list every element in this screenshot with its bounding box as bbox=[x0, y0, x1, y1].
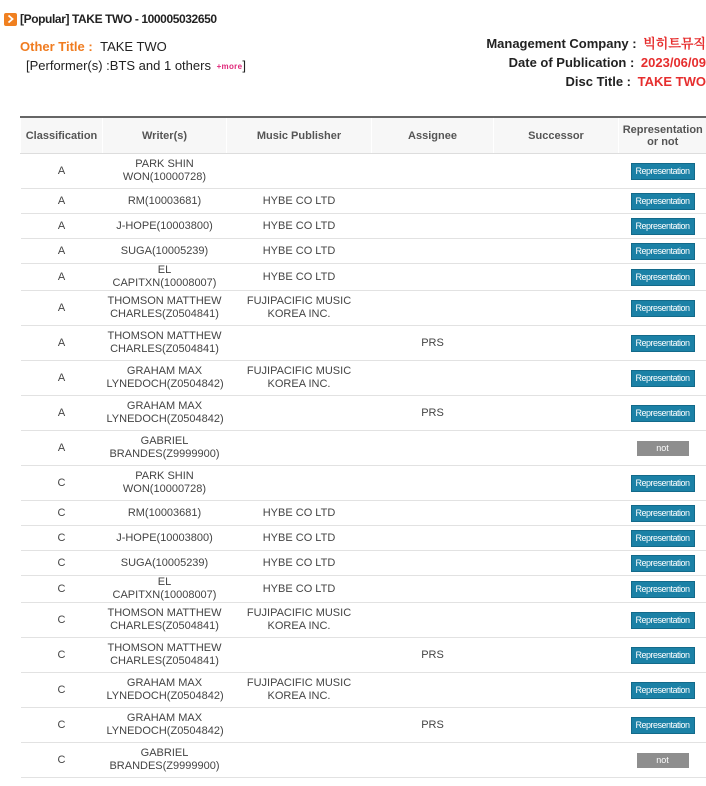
classification-cell: C bbox=[21, 603, 103, 638]
publisher-cell: HYBE CO LTD bbox=[227, 189, 372, 214]
col-successor: Successor bbox=[494, 117, 619, 154]
successor-cell bbox=[494, 396, 619, 431]
table-row bbox=[21, 189, 706, 214]
table-row bbox=[21, 239, 706, 264]
representation-button[interactable]: Representation bbox=[631, 300, 695, 317]
classification-cell: C bbox=[21, 673, 103, 708]
publisher-cell: HYBE CO LTD bbox=[227, 526, 372, 551]
table-row bbox=[21, 603, 706, 638]
publisher-cell bbox=[227, 466, 372, 501]
representation-button[interactable]: Representation bbox=[631, 269, 695, 286]
table-row bbox=[21, 431, 706, 466]
representation-cell bbox=[619, 154, 706, 189]
representation-cell bbox=[619, 361, 706, 396]
representation-cell bbox=[619, 239, 706, 264]
successor-cell bbox=[494, 239, 619, 264]
successor-cell bbox=[494, 431, 619, 466]
publisher-cell bbox=[227, 638, 372, 673]
classification-cell: A bbox=[21, 431, 103, 466]
assignee-cell bbox=[372, 673, 494, 708]
representation-button[interactable]: Representation bbox=[631, 405, 695, 422]
successor-cell bbox=[494, 501, 619, 526]
publisher-cell: FUJIPACIFIC MUSIC KOREA INC. bbox=[227, 673, 372, 708]
classification-cell: A bbox=[21, 291, 103, 326]
representation-cell bbox=[619, 603, 706, 638]
col-music-publisher: Music Publisher bbox=[227, 117, 372, 154]
title-info-right bbox=[486, 34, 706, 91]
representation-cell bbox=[619, 291, 706, 326]
assignee-cell: PRS bbox=[372, 396, 494, 431]
successor-cell bbox=[494, 466, 619, 501]
representation-cell bbox=[619, 673, 706, 708]
representation-cell bbox=[619, 396, 706, 431]
assignee-cell bbox=[372, 431, 494, 466]
representation-button[interactable]: Representation bbox=[631, 475, 695, 492]
classification-cell: C bbox=[21, 551, 103, 576]
other-title-label: Other Title : bbox=[20, 39, 93, 54]
performer-text: [Performer(s) :BTS and 1 others bbox=[26, 58, 211, 73]
representation-cell bbox=[619, 431, 706, 466]
publication-value: 2023/06/09 bbox=[640, 55, 706, 70]
representation-cell bbox=[619, 214, 706, 239]
successor-cell bbox=[494, 264, 619, 291]
assignee-cell bbox=[372, 239, 494, 264]
representation-button[interactable]: Representation bbox=[631, 555, 695, 572]
successor-cell bbox=[494, 638, 619, 673]
col-classification: Classification bbox=[21, 117, 103, 154]
representation-button[interactable]: Representation bbox=[631, 581, 695, 598]
col-representation: Representation or not bbox=[619, 117, 706, 154]
table-row bbox=[21, 361, 706, 396]
assignee-cell bbox=[372, 466, 494, 501]
representation-button[interactable]: Representation bbox=[631, 335, 695, 352]
table-row bbox=[21, 576, 706, 603]
successor-cell bbox=[494, 673, 619, 708]
representation-button[interactable]: Representation bbox=[631, 717, 695, 734]
publisher-cell bbox=[227, 743, 372, 778]
writer-cell: THOMSON MATTHEW CHARLES(Z0504841) bbox=[103, 638, 227, 673]
successor-cell bbox=[494, 361, 619, 396]
representation-cell bbox=[619, 551, 706, 576]
not-representation-badge: not bbox=[637, 753, 689, 768]
assignee-cell bbox=[372, 154, 494, 189]
management-company-row bbox=[486, 34, 706, 53]
management-label: Management Company : bbox=[486, 36, 637, 51]
classification-cell: C bbox=[21, 576, 103, 603]
work-title-bar bbox=[4, 10, 217, 28]
successor-cell bbox=[494, 189, 619, 214]
writer-cell: PARK SHIN WON(10000728) bbox=[103, 154, 227, 189]
publication-label: Date of Publication : bbox=[508, 55, 635, 70]
representation-button[interactable]: Representation bbox=[631, 505, 695, 522]
representation-button[interactable]: Representation bbox=[631, 370, 695, 387]
col-writers: Writer(s) bbox=[103, 117, 227, 154]
writer-cell: THOMSON MATTHEW CHARLES(Z0504841) bbox=[103, 603, 227, 638]
representation-button[interactable]: Representation bbox=[631, 647, 695, 664]
table-row bbox=[21, 551, 706, 576]
classification-cell: C bbox=[21, 466, 103, 501]
assignee-cell: PRS bbox=[372, 708, 494, 743]
writer-cell: GABRIEL BRANDES(Z9999900) bbox=[103, 431, 227, 466]
classification-cell: C bbox=[21, 743, 103, 778]
successor-cell bbox=[494, 526, 619, 551]
representation-button[interactable]: Representation bbox=[631, 218, 695, 235]
representation-cell bbox=[619, 466, 706, 501]
representation-button[interactable]: Representation bbox=[631, 612, 695, 629]
representation-cell bbox=[619, 576, 706, 603]
writer-cell: EL CAPITXN(10008007) bbox=[103, 576, 227, 603]
successor-cell bbox=[494, 743, 619, 778]
table-body bbox=[21, 154, 706, 778]
writer-cell: J-HOPE(10003800) bbox=[103, 214, 227, 239]
table-row bbox=[21, 673, 706, 708]
successor-cell bbox=[494, 603, 619, 638]
publisher-cell: HYBE CO LTD bbox=[227, 239, 372, 264]
performer-close: ] bbox=[242, 58, 246, 73]
assignee-cell bbox=[372, 743, 494, 778]
assignee-cell bbox=[372, 551, 494, 576]
representation-cell bbox=[619, 189, 706, 214]
writer-cell: THOMSON MATTHEW CHARLES(Z0504841) bbox=[103, 326, 227, 361]
publication-date-row bbox=[486, 53, 706, 72]
assignee-cell: PRS bbox=[372, 326, 494, 361]
disc-label: Disc Title : bbox=[565, 74, 632, 89]
table-row bbox=[21, 466, 706, 501]
successor-cell bbox=[494, 154, 619, 189]
assignee-cell bbox=[372, 264, 494, 291]
classification-cell: C bbox=[21, 638, 103, 673]
assignee-cell bbox=[372, 361, 494, 396]
table-row bbox=[21, 708, 706, 743]
writer-cell: THOMSON MATTHEW CHARLES(Z0504841) bbox=[103, 291, 227, 326]
successor-cell bbox=[494, 291, 619, 326]
representation-button[interactable]: Representation bbox=[631, 163, 695, 180]
table-row bbox=[21, 396, 706, 431]
assignee-cell bbox=[372, 603, 494, 638]
assignee-cell bbox=[372, 501, 494, 526]
successor-cell bbox=[494, 576, 619, 603]
writer-cell: PARK SHIN WON(10000728) bbox=[103, 466, 227, 501]
writer-cell: GRAHAM MAX LYNEDOCH(Z0504842) bbox=[103, 361, 227, 396]
publisher-cell bbox=[227, 154, 372, 189]
performer-row bbox=[26, 56, 246, 75]
other-title-row bbox=[20, 37, 246, 56]
successor-cell bbox=[494, 326, 619, 361]
assignee-cell bbox=[372, 576, 494, 603]
representation-button[interactable]: Representation bbox=[631, 193, 695, 210]
writer-cell: GABRIEL BRANDES(Z9999900) bbox=[103, 743, 227, 778]
classification-cell: A bbox=[21, 214, 103, 239]
classification-cell: A bbox=[21, 154, 103, 189]
publisher-cell bbox=[227, 431, 372, 466]
assignee-cell bbox=[372, 214, 494, 239]
classification-cell: C bbox=[21, 501, 103, 526]
writer-cell: EL CAPITXN(10008007) bbox=[103, 264, 227, 291]
representation-cell bbox=[619, 326, 706, 361]
classification-cell: A bbox=[21, 264, 103, 291]
writer-cell: GRAHAM MAX LYNEDOCH(Z0504842) bbox=[103, 396, 227, 431]
table-row bbox=[21, 214, 706, 239]
publisher-cell: HYBE CO LTD bbox=[227, 551, 372, 576]
table-row bbox=[21, 501, 706, 526]
col-assignee: Assignee bbox=[372, 117, 494, 154]
management-value: 빅히트뮤직 bbox=[643, 36, 706, 51]
representation-cell bbox=[619, 526, 706, 551]
representation-button[interactable]: Representation bbox=[631, 243, 695, 260]
classification-cell: A bbox=[21, 326, 103, 361]
writer-cell: RM(10003681) bbox=[103, 501, 227, 526]
classification-cell: A bbox=[21, 361, 103, 396]
table-row bbox=[21, 264, 706, 291]
classification-cell: A bbox=[21, 239, 103, 264]
table-row bbox=[21, 326, 706, 361]
publisher-cell: HYBE CO LTD bbox=[227, 501, 372, 526]
not-representation-badge: not bbox=[637, 441, 689, 456]
chevron-right-icon bbox=[4, 13, 17, 26]
publisher-cell bbox=[227, 708, 372, 743]
assignee-cell bbox=[372, 189, 494, 214]
successor-cell bbox=[494, 708, 619, 743]
representation-button[interactable]: Representation bbox=[631, 530, 695, 547]
publisher-cell: FUJIPACIFIC MUSIC KOREA INC. bbox=[227, 291, 372, 326]
disc-value: TAKE TWO bbox=[637, 74, 706, 89]
writer-cell: GRAHAM MAX LYNEDOCH(Z0504842) bbox=[103, 673, 227, 708]
table-row bbox=[21, 154, 706, 189]
assignee-cell: PRS bbox=[372, 638, 494, 673]
assignee-cell bbox=[372, 526, 494, 551]
writer-cell: SUGA(10005239) bbox=[103, 239, 227, 264]
publisher-cell: HYBE CO LTD bbox=[227, 576, 372, 603]
table-row bbox=[21, 743, 706, 778]
publisher-cell: HYBE CO LTD bbox=[227, 214, 372, 239]
classification-cell: C bbox=[21, 526, 103, 551]
successor-cell bbox=[494, 551, 619, 576]
publisher-cell: FUJIPACIFIC MUSIC KOREA INC. bbox=[227, 361, 372, 396]
writer-cell: RM(10003681) bbox=[103, 189, 227, 214]
disc-title-row bbox=[486, 72, 706, 91]
representation-cell bbox=[619, 708, 706, 743]
publisher-cell: HYBE CO LTD bbox=[227, 264, 372, 291]
classification-cell: C bbox=[21, 708, 103, 743]
successor-cell bbox=[494, 214, 619, 239]
writer-cell: GRAHAM MAX LYNEDOCH(Z0504842) bbox=[103, 708, 227, 743]
publisher-cell bbox=[227, 396, 372, 431]
title-info-left bbox=[20, 37, 246, 75]
representation-cell bbox=[619, 264, 706, 291]
other-title-value: TAKE TWO bbox=[100, 39, 167, 54]
table-row bbox=[21, 291, 706, 326]
table-header-row bbox=[21, 117, 706, 154]
rights-table bbox=[20, 116, 706, 778]
publisher-cell: FUJIPACIFIC MUSIC KOREA INC. bbox=[227, 603, 372, 638]
more-link[interactable]: +more bbox=[216, 62, 243, 71]
representation-cell bbox=[619, 638, 706, 673]
table-row bbox=[21, 526, 706, 551]
classification-cell: A bbox=[21, 396, 103, 431]
representation-cell bbox=[619, 501, 706, 526]
classification-cell: A bbox=[21, 189, 103, 214]
writer-cell: SUGA(10005239) bbox=[103, 551, 227, 576]
table-row bbox=[21, 638, 706, 673]
page-title: [Popular] TAKE TWO - 100005032650 bbox=[20, 12, 217, 26]
publisher-cell bbox=[227, 326, 372, 361]
representation-button[interactable]: Representation bbox=[631, 682, 695, 699]
representation-cell bbox=[619, 743, 706, 778]
assignee-cell bbox=[372, 291, 494, 326]
writer-cell: J-HOPE(10003800) bbox=[103, 526, 227, 551]
